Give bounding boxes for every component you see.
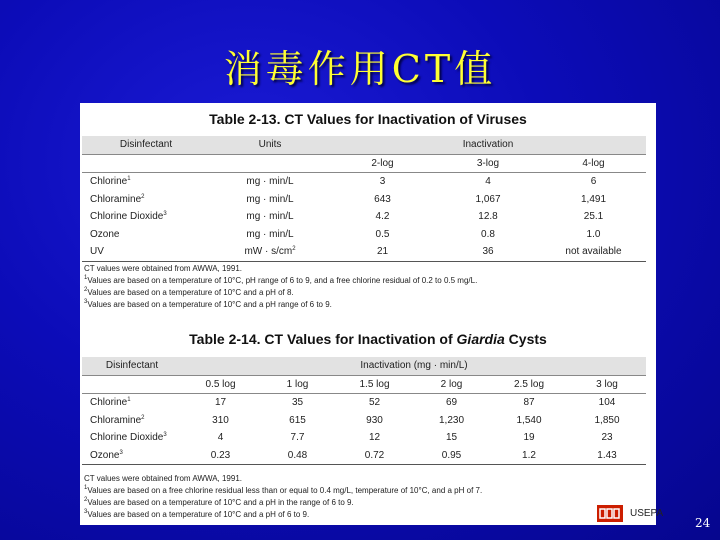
ct-value: 1,230 xyxy=(438,414,465,426)
units-cell: mg · min/L xyxy=(246,193,294,205)
ct-value: 25.1 xyxy=(583,211,604,223)
giardia-table-header-row xyxy=(82,357,646,375)
ct-value: 4.2 xyxy=(375,211,390,223)
footnote: $^1$Values are based on a free chlorine residual less than or equal to 0.4 mg/L, temperature of 10°C, and a pH of 7. xyxy=(84,485,483,495)
ct-value: 1,067 xyxy=(475,193,501,205)
footnote: $^3$Values are based on a temperature of 10°C and a pH range of 6 to 9. xyxy=(84,299,332,309)
ct-value: 1.2 xyxy=(490,447,568,465)
disinfectant-name: UV xyxy=(82,243,210,261)
table-row xyxy=(82,173,646,191)
giardia-log-header: 1.5 log xyxy=(336,375,413,394)
table-row xyxy=(82,226,646,244)
slide-title: 消毒作用CT值 xyxy=(223,47,497,91)
virus-log-header: 2-log xyxy=(330,154,435,173)
virus-col-disinfectant: Disinfectant xyxy=(82,136,210,154)
ct-value: 21 xyxy=(330,243,435,261)
table-row xyxy=(82,394,646,412)
ct-value: not available xyxy=(541,243,646,261)
table-row xyxy=(82,429,646,447)
ct-value: 1.43 xyxy=(568,447,646,465)
virus-table-header-row xyxy=(82,136,646,154)
table-row xyxy=(82,412,646,430)
ct-value: 104 xyxy=(568,394,646,412)
giardia-table-title: Table 2-14. CT Values for Inactivation of Giardia Cysts xyxy=(189,331,547,347)
giardia-col-inactivation: Inactivation (mg · min/L) xyxy=(182,357,646,375)
ct-value: 615 xyxy=(289,414,306,426)
giardia-log-header: 0.5 log xyxy=(182,375,259,394)
virus-log-header: 4-log xyxy=(541,154,646,173)
giardia-log-header: 3 log xyxy=(568,375,646,394)
ct-value: 930 xyxy=(366,414,383,426)
units-cell: mg · min/L xyxy=(246,228,294,240)
giardia-table-notes xyxy=(84,473,482,521)
ct-value: 310 xyxy=(212,414,229,426)
footnote: $^1$Values are based on a temperature of 10°C, pH range of 6 to 9, and a free chlorine residual of 0.2 to 0.5 mg/L. xyxy=(84,275,478,285)
units-cell: mW · $s/cm^2$ xyxy=(210,243,330,261)
ct-value: 15 xyxy=(445,432,458,444)
units-cell: mg · min/L xyxy=(246,211,294,223)
ct-value: 1,491 xyxy=(580,193,607,205)
ct-value: 1,850 xyxy=(594,414,620,426)
giardia-col-disinfectant: Disinfectant xyxy=(82,357,182,375)
table-row xyxy=(82,191,646,209)
giardia-ct-table xyxy=(82,357,646,465)
footnote: $^2$Values are based on a temperature of 10°C and a pH of 8. xyxy=(84,287,294,297)
ct-value: 4 xyxy=(435,173,541,191)
footnote: CT values were obtained from AWWA, 1991. xyxy=(84,474,242,483)
giardia-log-header: 2.5 log xyxy=(490,375,568,394)
ct-value: 0.23 xyxy=(182,447,259,465)
units-cell: mg · min/L xyxy=(210,173,330,191)
ct-value: 36 xyxy=(435,243,541,261)
ct-value: 23 xyxy=(601,432,613,444)
virus-log-header-row xyxy=(82,154,646,173)
ct-value: 643 xyxy=(374,193,391,205)
ct-value: 0.95 xyxy=(413,447,490,465)
table-row xyxy=(82,447,646,465)
ct-value: 1.0 xyxy=(586,228,601,240)
footnote: $^2$Values are based on a temperature of 10°C and a pH in the range of 6 to 9. xyxy=(84,497,354,507)
ct-value: 17 xyxy=(182,394,259,412)
ct-value: 0.72 xyxy=(336,447,413,465)
virus-col-units: Units xyxy=(210,136,330,154)
usepa-logo-icon xyxy=(597,505,623,522)
ct-value: 87 xyxy=(490,394,568,412)
disinfectant-name: Chlorine$^1$ xyxy=(82,173,210,191)
ct-value: 3 xyxy=(330,173,435,191)
virus-table-title: Table 2-13. CT Values for Inactivation of Viruses xyxy=(209,111,527,127)
ct-value: 35 xyxy=(259,394,336,412)
ct-value: 0.5 xyxy=(375,228,390,240)
ct-value: 0.48 xyxy=(259,447,336,465)
ct-value: 4 xyxy=(217,432,224,444)
ct-value: 7.7 xyxy=(290,432,305,444)
ct-value: 0.8 xyxy=(481,228,495,240)
table-row xyxy=(82,243,646,261)
ct-value: 1,540 xyxy=(516,414,542,426)
disinfectant-name: Ozone$^3$ xyxy=(82,447,182,465)
disinfectant-name: Chlorine Dioxide$^3$ xyxy=(90,211,167,223)
virus-col-inactivation: Inactivation xyxy=(330,136,646,154)
virus-table-notes xyxy=(84,263,477,311)
footnote: CT values were obtained from AWWA, 1991. xyxy=(84,264,242,273)
ct-value: 52 xyxy=(336,394,413,412)
virus-ct-table xyxy=(82,136,646,262)
ct-value: 6 xyxy=(541,173,646,191)
disinfectant-name: Chlorine Dioxide$^3$ xyxy=(90,432,167,444)
giardia-log-header: 2 log xyxy=(413,375,490,394)
footnote: $^3$Values are based on a temperature of 10°C and a pH of 6 to 9. xyxy=(84,509,310,519)
table-row xyxy=(82,208,646,226)
disinfectant-name: Chloramine$^2$ xyxy=(90,193,145,205)
disinfectant-name: Chloramine$^2$ xyxy=(90,414,145,426)
ct-value: 19 xyxy=(523,432,535,444)
giardia-log-header: 1 log xyxy=(259,375,336,394)
giardia-log-header-row xyxy=(82,375,646,394)
disinfectant-name: Ozone xyxy=(90,228,120,240)
tables-panel xyxy=(80,103,656,525)
ct-value: 69 xyxy=(413,394,490,412)
virus-log-header: 3-log xyxy=(435,154,541,173)
ct-value: 12.8 xyxy=(478,211,498,223)
ct-value: 12 xyxy=(368,432,381,444)
source-label: USEPA xyxy=(630,508,664,519)
page-number: 24 xyxy=(695,516,711,530)
disinfectant-name: Chlorine$^1$ xyxy=(82,394,182,412)
